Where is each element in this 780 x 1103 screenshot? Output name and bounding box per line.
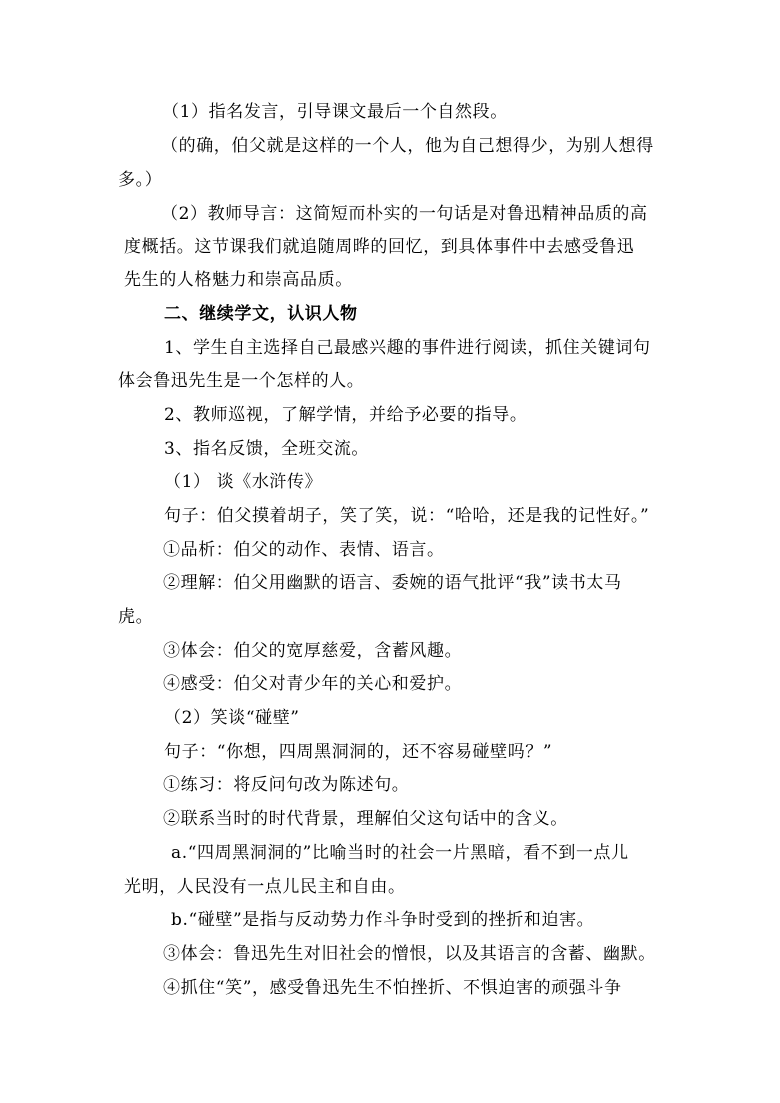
text-line-8: 1、学生自主选择自己最感兴趣的事件进行阅读，抓住关键词句 bbox=[164, 338, 651, 358]
text-line-26: ③体会：鲁迅先生对旧社会的憎恨，以及其语言的含蓄、幽默。 bbox=[163, 944, 656, 964]
text-line-25: b.“碰壁”是指与反动势力作斗争时受到的挫折和迫害。 bbox=[171, 910, 595, 930]
text-line-15: ②理解：伯父用幽默的语言、委婉的语气批评“我”读书太马 bbox=[163, 573, 622, 593]
text-line-10: 2、教师巡视，了解学情，并给予必要的指导。 bbox=[164, 405, 528, 425]
text-line-5: 度概括。这节课我们就追随周晔的回忆，到具体事件中去感受鲁迅 bbox=[124, 237, 635, 257]
text-line-11: 3、指名反馈，全班交流。 bbox=[164, 439, 370, 459]
section-heading: 二、继续学文，认识人物 bbox=[164, 304, 358, 324]
text-line-22: ②联系当时的时代背景，理解伯父这句话中的含义。 bbox=[163, 809, 568, 829]
text-line-13: 句子：伯父摸着胡子，笑了笑，说：“哈哈，还是我的记性好。” bbox=[164, 506, 650, 526]
text-line-16: 虎。 bbox=[118, 607, 154, 627]
text-line-4: （2）教师导言：这简短而朴实的一句话是对鲁迅精神品质的高 bbox=[161, 204, 648, 224]
text-line-1: （1）指名发言，引导课文最后一个自然段。 bbox=[162, 102, 508, 122]
text-line-12: （1） 谈《水浒传》 bbox=[164, 472, 323, 492]
text-line-19: （2）笑谈“碰壁” bbox=[164, 708, 300, 728]
text-line-17: ③体会：伯父的宽厚慈爱，含蓄风趣。 bbox=[163, 641, 463, 661]
text-line-24: 光明，人民没有一点儿民主和自由。 bbox=[124, 877, 406, 897]
text-line-2: （的确，伯父就是这样的一个人，他为自己想得少，为别人想得 bbox=[161, 136, 654, 156]
text-line-18: ④感受：伯父对青少年的关心和爱护。 bbox=[163, 674, 463, 694]
text-line-21: ①练习：将反问句改为陈述句。 bbox=[163, 775, 410, 795]
text-line-27: ④抓住“笑”，感受鲁迅先生不怕挫折、不惧迫害的顽强斗争 bbox=[163, 978, 622, 998]
text-line-20: 句子：“你想，四周黑洞洞的，还不容易碰壁吗？” bbox=[164, 742, 553, 762]
text-line-9: 体会鲁迅先生是一个怎样的人。 bbox=[118, 371, 365, 391]
text-line-6: 先生的人格魅力和崇高品质。 bbox=[124, 270, 353, 290]
text-line-14: ①品析：伯父的动作、表情、语言。 bbox=[163, 540, 445, 560]
text-line-3: 多。） bbox=[118, 170, 163, 190]
text-line-23: a.“四周黑洞洞的”比喻当时的社会一片黑暗，看不到一点儿 bbox=[171, 843, 629, 863]
